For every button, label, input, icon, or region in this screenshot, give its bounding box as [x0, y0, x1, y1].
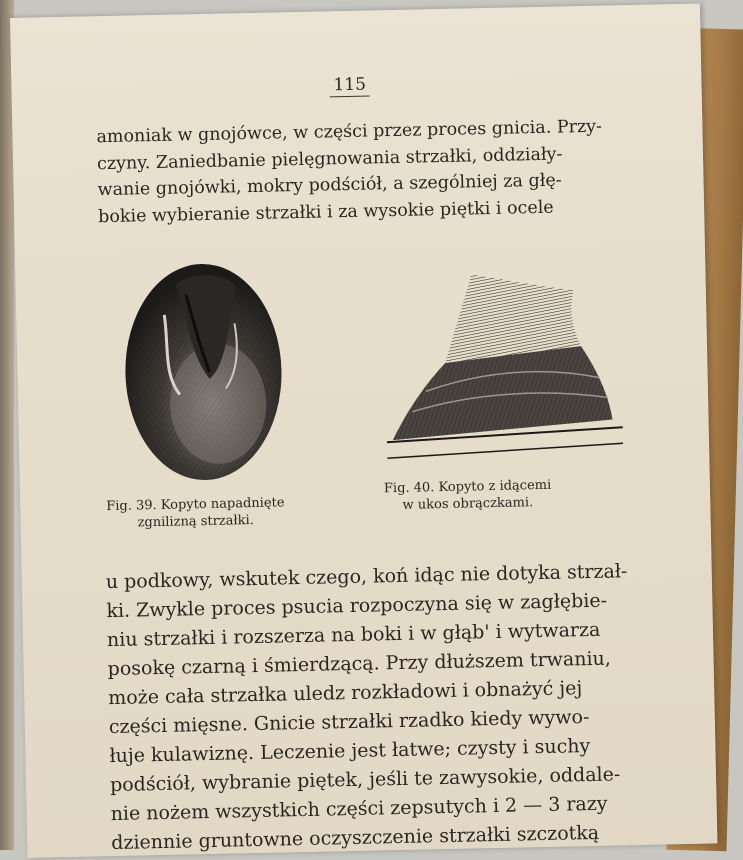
paragraph-bottom: [106, 557, 634, 858]
text-line: u podkowy, wskutek czego, koń idąc nie dotyka strzał-: [105, 560, 628, 594]
text-line: może cała strzałka uledz rozkładowi i obnażyć jej: [108, 677, 583, 710]
text-line: niu strzałki i rozszerza na boki i w głąb' i wytwarza: [106, 618, 601, 652]
text-line: bokie wybieranie strzałki i za wysokie piętki i ocele: [97, 197, 554, 227]
caption-line: Fig. 39. Kopyto napadnięte: [106, 495, 285, 515]
text-line: nie nożem wszystkich części zepsutych i 2 — 3 razy: [110, 792, 608, 826]
text-line: ki. Zwykle proces psucia rozpoczyna się w zagłębie-: [106, 589, 608, 623]
text-line: amoniak w gnojówce, w części przez proces gnicia. Przy-: [96, 116, 603, 148]
caption-line: Fig. 40. Kopyto z idącemi: [383, 477, 552, 497]
text-line: posokę czarną i śmierdzącą. Przy dłuższem trwaniu,: [107, 647, 612, 681]
text-line: czyny. Zaniedbanie pielęgnowania strzałki, oddziały-: [96, 143, 563, 174]
text-line: wanie gnojówki, mokry podściół, a szególniej za głę-: [97, 170, 562, 201]
page-number: 115: [329, 74, 370, 97]
caption-line: zgnilizną strzałki.: [137, 513, 254, 531]
text-line: podściół, wybranie piętek, jeśli te zawysokie, oddale-: [109, 763, 621, 797]
text-line: łuje kulawiznę. Leczenie jest łatwe; czysty i suchy: [109, 735, 591, 768]
paragraph-top: [96, 114, 604, 231]
book-page: [10, 4, 717, 858]
figure-40-caption: [384, 477, 552, 514]
caption-line: w ukos obrączkami.: [402, 495, 534, 513]
figure-40-ringed-hoof-illustration: [383, 267, 627, 472]
text-line: części mięsne. Gnicie strzałki rzadko kiedy wywo-: [108, 706, 590, 739]
figure-39-hoof-rot-illustration: [115, 252, 295, 484]
figure-39-caption: [106, 494, 285, 532]
text-line: dziennie gruntowne oczyszczenie strzałki szczotką: [111, 821, 600, 855]
